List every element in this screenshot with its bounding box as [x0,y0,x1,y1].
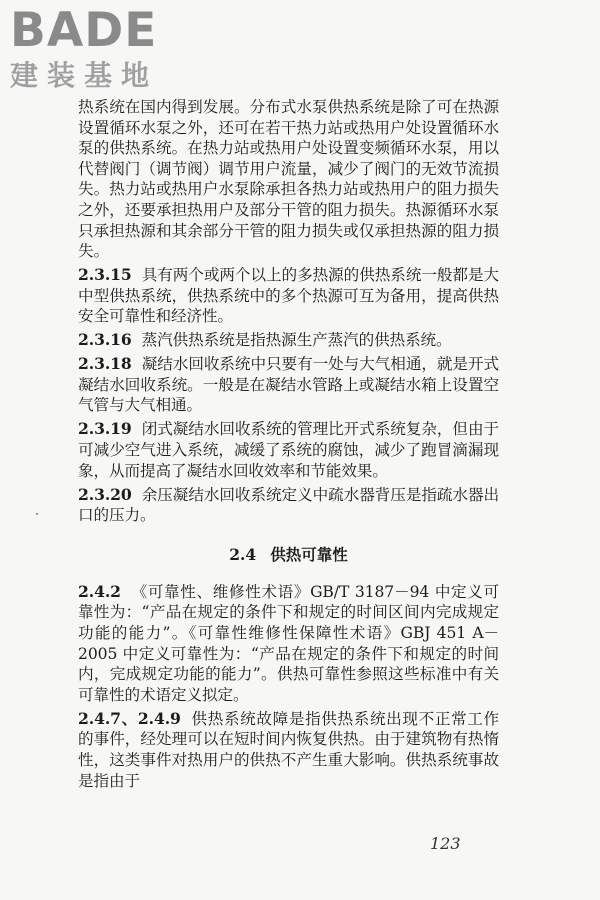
paragraph-text: 供热系统故障是指供热系统出现不正常工作的事件，经处理可以在短时间内恢复供热。由于建筑物有热惰性，这类事件对热用户的供热不产生重大影响。供热系统事故是指由于 [78,709,500,790]
section-number: 2.4 [229,544,257,564]
paragraph [78,485,499,526]
clause-number: 2.4.2 [78,581,121,601]
paragraph [78,582,499,706]
clause-number: 2.3.20 [78,484,132,504]
paragraph [78,354,499,416]
section-heading [78,544,499,566]
clause-number: 2.4.7、2.4.9 [78,708,181,728]
logo [10,3,185,96]
scan-speck [36,513,38,515]
paragraph [78,330,499,351]
paragraph-text: 凝结水回收系统中只要有一处与大气相通，就是开式凝结水回收系统。一般是在凝结水管路上或凝结水箱上设置空气管与大气相通。 [78,355,499,415]
section-title-text: 供热可靠性 [270,544,348,564]
paragraph [78,265,499,327]
clause-number: 2.3.16 [78,330,132,350]
clause-number: 2.3.19 [78,419,132,439]
paragraph [78,97,499,262]
clause-number: 2.3.15 [78,265,132,285]
paragraph-text: 余压凝结水回收系统定义中疏水器背压是指疏水器出口的压力。 [78,485,499,525]
paragraph-text: 热系统在国内得到发展。分布式水泵供热系统是除了可在热源设置循环水泵之外，还可在若干热力站或热用户处设置循环水泵的供热系统。在热力站或热用户处设置变频循环水泵，用以代替阀门（调节阀）调节用户流量，减少了阀门的无效节流损失。热力站或热用户水泵除承担各热力站或热用户的阻力损失之外，还要承担热用户及部分干管的阻力损失。热源循环水泵只承担热源和其余部分干管的阻力损失或仅承担热源的阻力损失。 [78,98,499,261]
page-body [78,97,499,795]
paragraph-text: 蒸汽供热系统是指热源生产蒸汽的供热系统。 [141,331,452,350]
logo-brand: BADE [10,3,158,58]
paragraph-text: 《可靠性、维修性术语》GB/T 3187－94 中定义可靠性为：“产品在规定的条件下和规定的时间区间内完成规定功能的能力”。《可靠性维修性保障性术语》GBJ 451 A－2005 中定义可靠性为：“产品在规定的条件下和规定的时间内，完成规定功能的能力”。供热可靠性参照这些标准中有关可靠性的术语定义拟定。 [78,582,499,704]
page-number: 123 [430,834,461,853]
paragraph [78,709,499,791]
logo-subtitle: 建装基地 [10,59,159,92]
clause-number: 2.3.18 [78,354,132,374]
paragraph [78,419,499,481]
paragraph-text: 具有两个或两个以上的多热源的供热系统一般都是大中型供热系统，供热系统中的多个热源可互为备用，提高供热安全可靠性和经济性。 [78,266,499,326]
paragraph-text: 闭式凝结水回收系统的管理比开式系统复杂，但由于可减少空气进入系统，减缓了系统的腐蚀，减少了跑冒滴漏现象，从而提高了凝结水回收效率和节能效果。 [78,420,499,480]
